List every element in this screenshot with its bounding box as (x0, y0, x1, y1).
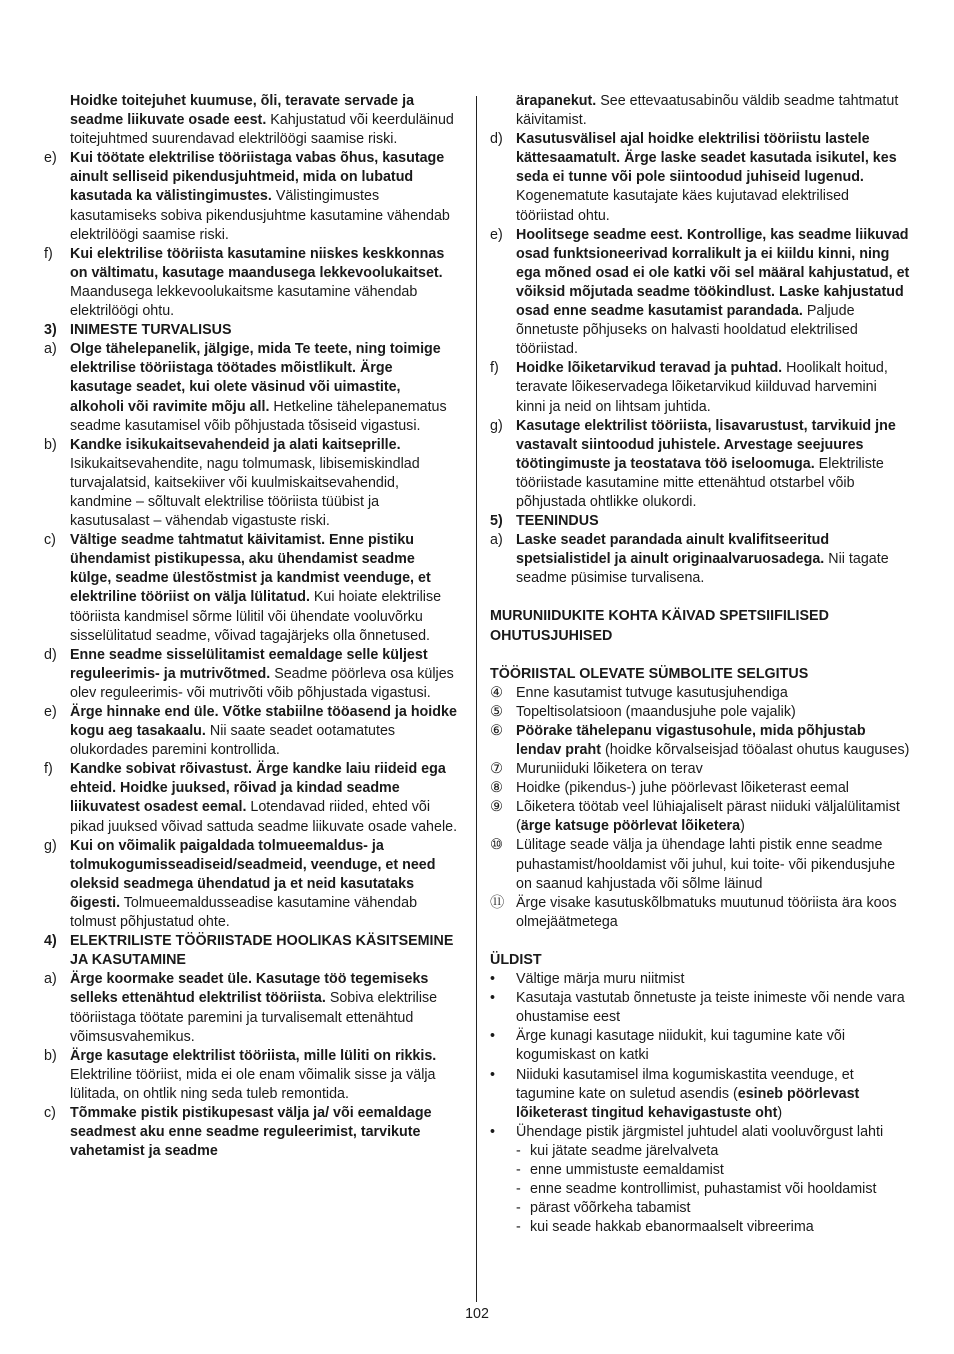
symbol-item: ⑪ Ärge visake kasutuskõlbmatuks muutunud tööriista ära koos olmejäätmetega (490, 894, 897, 930)
right-column (490, 92, 910, 1237)
paragraph-storing-continued: ärapanekut. See ettevaatusabinõu väldib seadme tahtmatut käivitamist. (516, 93, 899, 129)
column-divider (476, 96, 477, 1302)
symbol-item: ⑦ Muruniiduki lõiketera on terav (490, 761, 703, 778)
list-item: • Kasutaja vastutab õnnetuste ja teiste inimeste või nende vara ohustamise eest (490, 990, 905, 1026)
section-heading-tool-use: 4) ELEKTRILISTE TÖÖRIISTADE HOOLIKAS KÄSITSEMINE JA KASUTAMINE (44, 933, 454, 969)
symbols-list (490, 684, 910, 932)
paragraph-sharp-tools: f) Hoidke lõiketarvikud teravad ja puhtad. Hoolikalt hoitud, teravate lõikeservadega lõiketarvikud kiilduvad harvemini kinni ja neid on lihtsam juhtida. (490, 360, 888, 415)
symbol-item: ⑧ Hoidke (pikendus-) juhe pöörlevast lõiketerast eemal (490, 780, 849, 797)
paragraph-maintenance: e) Hoolitsege seadme eest. Kontrollige, kas seadme liikuvad osad funktsioneerivad korralikult ja ei kiildu kinni, ning ega mõned osad ei ole katki või sel määral kahjustatud, et võiksid mõjutada seadme töökindlust. Laske kahjustatud osad enne seadme kasutamist parandada. Paljude õnnetuste põhjuseks on halvasti hooldatud elektrilised tööriistad. (490, 226, 910, 358)
symbol-item: ④ Enne kasutamist tutvuge kasutusjuhendiga (490, 684, 788, 701)
paragraph-unintended-start: c) Vältige seadme tahtmatut käivitamist. Enne pistiku ühendamist pistikupessa, aku ühendamist seadme külge, seadme ülestõstmist ja kandmist veenduge, et elektriline tööriist on välja lülitatud. Kui hoiate elektrilise tööriista kandmisel sõrme lülitil või ühendate vooluvõrku sisselülitatud seadme, võivad tagajärjeks olla õnnetused. (44, 532, 442, 644)
left-column (44, 92, 458, 1161)
list-item: • Ühendage pistik järgmistel juhtudel alati vooluvõrgust lahti (490, 1123, 884, 1140)
symbol-item: ⑥ Pöörake tähelepanu vigastusohule, mida põhjustab lendav praht (hoidke kõrvalseisjad tööalast ohutus kauguses) (490, 722, 910, 758)
heading-specific-instructions: MURUNIIDUKITE KOHTA KÄIVAD SPETSIIFILISED OHUTUSJUHISED (490, 608, 829, 644)
paragraph-outdoor-extension: e) Kui töötate elektrilise tööriistaga vabas õhus, kasutage ainult selliseid pikendusjuhtmeid, mida on lubatud kasutada ka välistingimustes. Välistingimustes kasutamiseks sobiva pikendusjuhtme kasutamine vähendab elektrilöögi saamise riski. (44, 150, 450, 243)
list-item: • Niiduki kasutamisel ilma kogumiskastita veenduge, et tagumine kate on suletud asendis (esineb pöörlevast lõiketerast tingitud kehavigastuste oht) (490, 1066, 860, 1121)
list-item: • Ärge kunagi kasutage niidukit, kui tagumine kate või kogumiskast on katki (490, 1028, 846, 1064)
paragraph-accessories: g) Kasutage elektrilist tööriista, lisavarustust, tarvikuid jne vastavalt siintoodud juhistele. Arvestage seejuures töötingimuste ja teostatava töö iseloomuga. Elektriliste tööriistade kasutamine mitte ettenähtud otstarbel võib põhjustada ohtlikke olukordi. (490, 417, 896, 510)
page-number: 102 (465, 1306, 489, 1322)
paragraph-cord-care: Hoidke toitejuhet kuumuse, õli, teravate servade ja seadme liikuvate osade eest. Kahjustatud või keerduläinud toitejuhtmed suurendavad elektrilöögi saamise riski. (70, 93, 454, 148)
sub-list-item: - enne seadme kontrollimist, puhastamist või hooldamist (516, 1181, 877, 1198)
heading-symbols: TÖÖRIISTAL OLEVATE SÜMBOLITE SELGITUS (490, 665, 809, 682)
symbol-item: ⑩ Lülitage seade välja ja ühendage lahti pistik enne seadme puhastamist/hooldamist või juhul, kui toite- või pikendusjuhe on saanud kahjustada või sõlme läinud (490, 837, 896, 892)
paragraph-overload: a) Ärge koormake seadet üle. Kasutage töö tegemiseks selleks ettenähtud elektrilist tööriista. Sobiva elektrilise tööriistaga töötate paremini ja turvalisemalt ettenähtud võimsusvahemikus. (44, 971, 438, 1045)
paragraph-dust-extraction: g) Kui on võimalik paigaldada tolmueemaldus- ja tolmukogumisseadiseid/seadmeid, veenduge, et need oleksid seadmega ühendatud ja et neid kasutataks õigesti. Tolmueemaldusseadise kasutamine vähendab tolmust põhjustatud ohte. (44, 837, 436, 931)
general-list (490, 970, 910, 1237)
sub-list-item: - kui seade hakkab ebanormaalselt vibreerima (516, 1219, 814, 1236)
paragraph-attention: a) Olge tähelepanelik, jälgige, mida Te teete, ning toimige elektrilise tööriistaga töötades mõistlikult. Ärge kasutage seadet, kui olete väsinud või uimastite, alkoholi või ravimite mõju all. Hetkeline tähelepanematus seadme kasutamisel võib põhjustada tõsiseid vigastusi. (44, 341, 447, 434)
symbol-item: ⑤ Topeltisolatsioon (maandusjuhe pole vajalik) (490, 703, 796, 720)
heading-general: ÜLDIST (490, 951, 542, 968)
paragraph-clothing: f) Kandke sobivat rõivastust. Ärge kandke laiu riideid ega ehteid. Hoidke juuksed, rõivad ja kindad seadme liikuvatest osadest eemal. Lotendavad riided, ehted või pikad juuksed võivad sattuda seadme liikuvate osade vahele. (44, 761, 458, 835)
paragraph-faulty-switch: b) Ärge kasutage elektrilist tööriista, mille lüliti on rikkis. Elektriline tööriist, mida ei ole enam võimalik sisse ja välja lülitada, on ohtlik ning seda tuleb remontida. (44, 1047, 437, 1102)
section-heading-personal-safety: 3) INIMESTE TURVALISUS (44, 322, 232, 339)
paragraph-unplug-before-adjust: c) Tõmmake pistik pistikupesast välja ja/ või eemaldage seadmest aku enne seadme reguleerimist, tarvikute vahetamist ja seadme (44, 1104, 432, 1160)
paragraph-repairs: a) Laske seadet parandada ainult kvalifitseeritud spetsialistidel ja ainult originaalvaruosadega. Nii tagate seadme püsimise turvalisena. (490, 532, 889, 587)
symbol-item: ⑨ Lõiketera töötab veel lühiajaliselt pärast niiduki väljalülitamist (ärge katsuge pöörlevat lõiketera) (490, 799, 900, 835)
paragraph-damp-environment: f) Kui elektrilise tööriista kasutamine niiskes keskkonnas on vältimatu, kasutage maandusega lekkevoolukaitset. Maandusega lekkevoolukaitsme kasutamine vähendab elektrilöögi ohtu. (44, 245, 445, 320)
list-item: • Vältige märja muru niitmist (490, 971, 685, 988)
paragraph-children: d) Kasutusvälisel ajal hoidke elektrilisi tööriistu lastele kättesaamatult. Ärge laske seadet kasutada isikutel, kes seda ei tunne või pole siintoodud juhiseid lugenud. Kogenematute kasutajate käes kujutavad elektrilised tööriistad ohtu. (490, 131, 897, 224)
sub-list-item: - kui jätate seadme järelvalveta (516, 1142, 719, 1159)
paragraph-stance: e) Ärge hinnake end üle. Võtke stabiilne tööasend ja hoidke kogu aeg tasakaalu. Nii saate seadet ootamatutes olukordades paremini kontrollida. (44, 704, 457, 759)
sub-list-item: - enne ummistuste eemaldamist (516, 1161, 724, 1178)
sub-list-item: - pärast võõrkeha tabamist (516, 1200, 691, 1217)
paragraph-protective-equipment: b) Kandke isikukaitsevahendeid ja alati kaitseprille. Isikukaitsevahendite, nagu tolmumask, libisemiskindlad turvajalatsid, kaitsekiiver või kuulmiskaitsevahendid, kandmine – sõltuvalt elektrilise tööriista tüübist ja kasutusalast – vähendab vigastuste riski. (44, 436, 420, 530)
paragraph-remove-keys: d) Enne seadme sisselülitamist eemaldage selle küljest reguleerimis- ja mutrivõtmed. Seadme pöörleva osa küljes olev reguleerimis- või mutrivõti võib põhjustada vigastusi. (44, 646, 454, 701)
section-heading-service: 5) TEENINDUS (490, 513, 599, 530)
